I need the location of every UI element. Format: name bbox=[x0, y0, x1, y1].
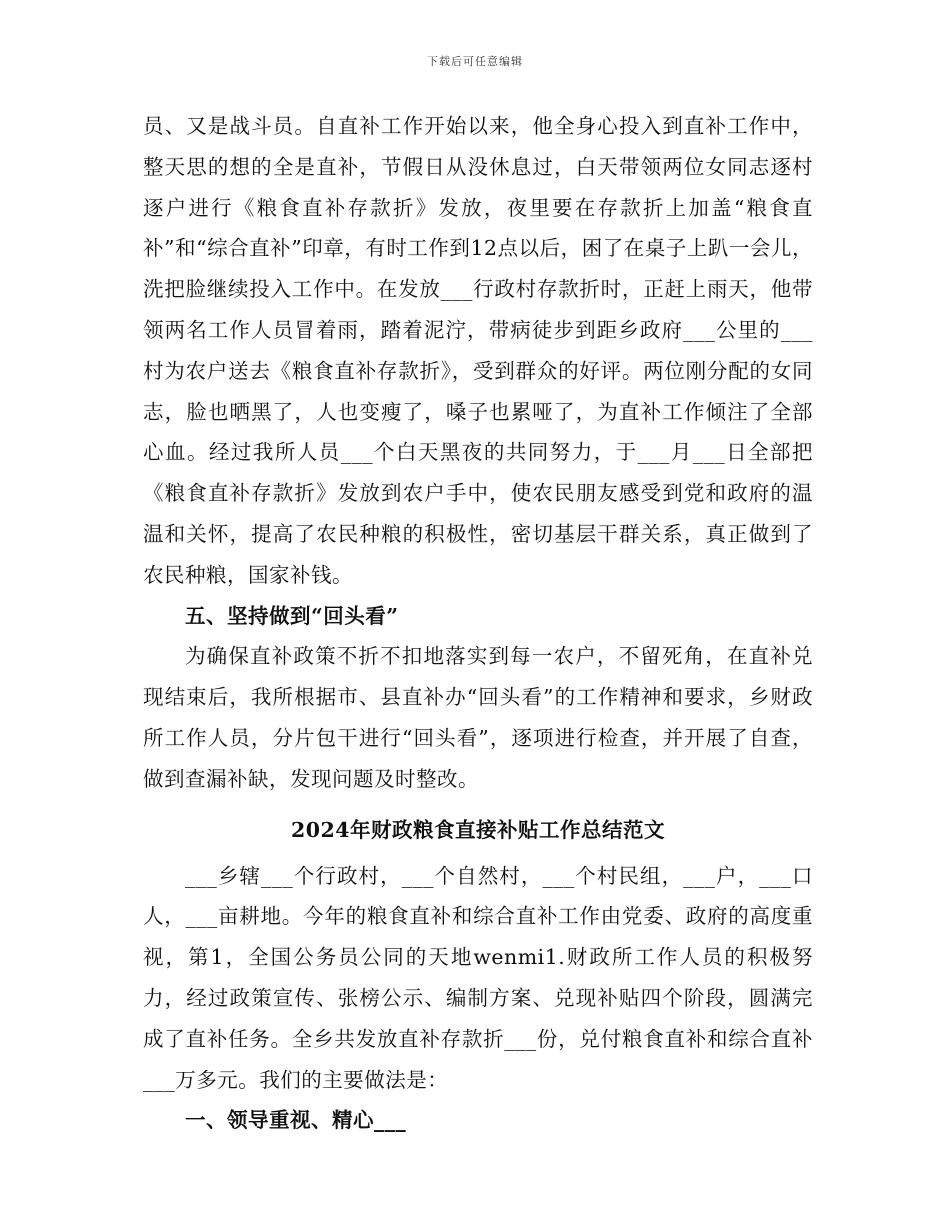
intro-paragraph: ___乡辖___个行政村，___个自然村，___个村民组，___户，___口人，___亩耕地。今年的粮食直补和综合直补工作由党委、政府的高度重视，第1，全国公务员公同的天地wenmi1.财政所工作人员的积极努力，经过政策宣传、张榜公示、编制方案、兑现补贴四个阶段，圆满完成了直补任务。全乡共发放直补存款折___份，兑付粮食直补和综合直补___万多元。我们的主要做法是： bbox=[143, 863, 813, 1092]
section-one-heading: 一、领导重视、精心___ bbox=[185, 1108, 407, 1133]
page-header: 下载后可任意编辑 bbox=[427, 55, 523, 68]
paragraph-continued: 员、又是战斗员。自直补工作开始以来，他全身心投入到直补工作中，整天思的想的全是直补，节假日从没休息过，白天带领两位女同志逐村逐户进行《粮食直补存款折》发放，夜里要在存款折上加盖“粮食直补”和“综合直补”印章，有时工作到12点以后，困了在桌子上趴一会儿，洗把脸继续投入工作中。在发放___行政村存款折时，正赶上雨天，他带领两名工作人员冒着雨，踏着泥泞，带病徒步到距乡政府___公里的___村为农户送去《粮食直补存款折》，受到群众的好评。两位刚分配的女同志，脸也晒黑了，人也变瘦了，嗓子也累哑了，为直补工作倾注了全部心血。经过我所人员___个白天黑夜的共同努力，于___月___日全部把《粮食直补存款折》发放到农户手中，使农民朋友感受到党和政府的温温和关怀，提高了农民种粮的积极性，密切基层干群关系，真正做到了农民种粮，国家补钱。 bbox=[143, 114, 813, 587]
section-five-paragraph: 为确保直补政策不折不扣地落实到每一农户，不留死角，在直补兑现结束后，我所根据市、县直补办“回头看”的工作精神和要求，乡财政所工作人员，分片包干进行“回头看”，逐项进行检查，并开展了自查，做到查漏补缺，发现问题及时整改。 bbox=[143, 644, 813, 791]
section-five-heading: 五、坚持做到“回头看” bbox=[185, 603, 399, 628]
document-title: 2024年财政粮食直接补贴工作总结范文 bbox=[290, 817, 666, 842]
document-body bbox=[143, 106, 813, 1141]
